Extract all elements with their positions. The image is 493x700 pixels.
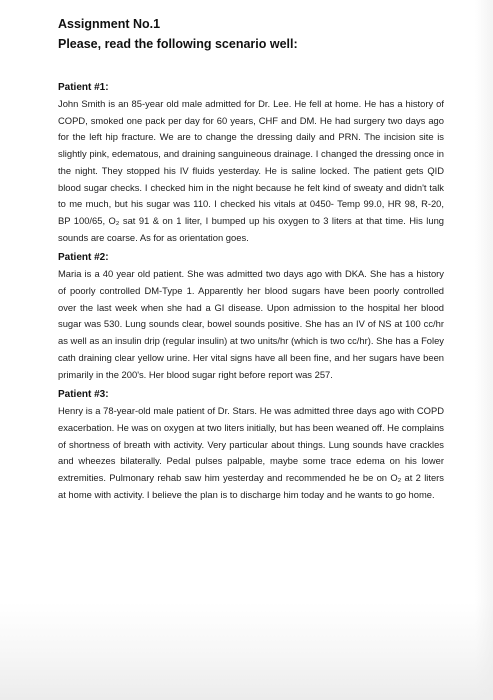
patient-1-scenario: John Smith is an 85-year old male admitted for Dr. Lee. He fell at home. He has a history of COPD, smoked one pack per day for 60 years, CHF and DM. He had surgery two days ago for the left hip fracture. We are to change the dressing daily and PRN. The incision site is slightly pink, edematous, and draining sanguineous drainage. I changed the dressing once in the night. They stopped his IV fluids yesterday. He is saline locked. The patient gets QID blood sugar checks. I checked him in the night because he felt kind of sweaty and didn't talk to me much, but his sugar was 110. I checked his vitals at 0450- Temp 99.0, HR 98, R-20, BP 100/65, O₂ sat 91 & on 1 liter, I bumped up his oxygen to 3 liters at that time. His lung sounds are coarse. As for as orientation goes.	[58, 98, 444, 243]
document-content	[58, 14, 444, 506]
patient-3-section	[58, 386, 444, 503]
patient-2-scenario: Maria is a 40 year old patient. She was admitted two days ago with DKA. She has a history of poorly controlled DM-Type 1. Apparently her blood sugars have been poorly controlled over the last week when she had a GI disease. Upon admission to the hospital her blood sugar was 530. Lung sounds clear, bowel sounds positive. She has an IV of NS at 100 cc/hr as well as an insulin drip (regular insulin) at two units/hr (which is two cc/hr). She has a Foley cath draining clear yellow urine. Her vital signs have all been fine, and her sugars have been primarily in the 200's. Her blood sugar right before report was 257.	[58, 268, 444, 380]
page-edge-shadow	[475, 0, 493, 700]
patient-1-heading: Patient #1:	[58, 82, 109, 93]
patient-3-heading: Patient #3:	[58, 389, 109, 401]
patient-2-section	[58, 249, 444, 383]
patient-1-section	[58, 79, 444, 246]
patient-3-scenario: Henry is a 78-year-old male patient of Dr. Stars. He was admitted three days ago with COPD exacerbation. He was on oxygen at two liters initially, but has been weaned off. He complains of shortness of breath with activity. Very particular about things. Lung sounds have crackles and wheezes bilaterally. Pedal pulses palpable, maybe some trace edema on his lower extremities. Pulmonary rehab saw him yesterday and recommended he be on O₂ at 2 liters at home with activity. I believe the plan is to discharge him today and he wants to go home.	[58, 405, 444, 500]
assignment-instruction: Please, read the following scenario well:	[58, 37, 298, 51]
patient-2-heading: Patient #2:	[58, 252, 109, 264]
assignment-title: Assignment No.1	[58, 17, 161, 31]
